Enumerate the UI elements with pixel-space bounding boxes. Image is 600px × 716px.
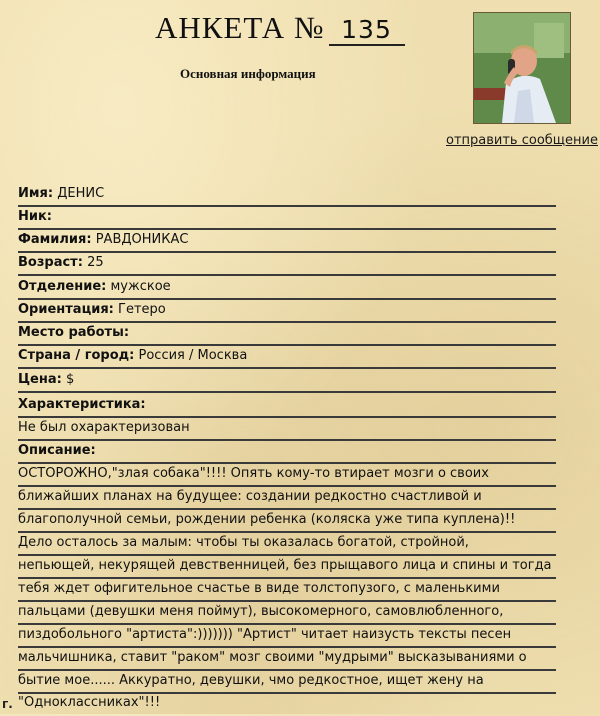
field-age [18,253,556,276]
field-label: Место работы: [18,325,130,340]
field-label: Страна / город: [18,348,135,363]
profile-photo[interactable] [473,12,571,124]
field-value: мужское [110,279,171,294]
field-label: Цена: [18,372,62,387]
description-line: ближайших планах на будущее: создании редкостно счастливой и [18,487,556,510]
field-country-city [18,346,556,369]
field-department [18,277,556,300]
characteristic-value [18,418,556,441]
description-line: Дело осталось за малым: чтобы ты оказалась богатой, стройной, [18,533,556,556]
page-title-text: АНКЕТА № [155,10,325,45]
field-surname [18,230,556,253]
description-line: пиздобольного "артиста":))))))) "Артист" читает наизусть тексты песен [18,625,556,648]
field-label: Характеристика: [18,397,146,412]
field-label: Отделение: [18,279,107,294]
field-price [18,370,556,393]
field-label: Имя: [18,186,54,201]
field-label: Ник: [18,209,53,224]
field-value: ДЕНИС [57,186,105,201]
field-value: РАВДОНИКАС [95,232,189,247]
field-orientation [18,300,556,323]
section-subtitle: Основная информация [180,66,316,81]
description-label-row [18,441,556,464]
description-line: "Одноклассниках"!!! [18,695,161,710]
description-line: благополучной семьи, рождении ребенка (коляска уже типа куплена)!! [18,510,556,533]
characteristic-text: Не был охарактеризован [18,420,190,435]
description-line: ОСТОРОЖНО,"злая собака"!!!! Опять кому-то втирает мозги о своих [18,464,556,487]
field-workplace [18,323,556,346]
description-label: Описание: [18,443,96,458]
field-value: Гетеро [118,302,166,317]
profile-number: 135 [329,16,405,46]
field-label: Возраст: [18,255,83,270]
field-label: Ориентация: [18,302,114,317]
field-nick [18,207,556,230]
description-line: непьющей, некурящей девственницей, без прыщавого лица и спины и тогда [18,556,556,579]
description-line: пальцами (девушки меня поймут), высокомерного, самовлюбленного, [18,602,556,625]
field-characteristic [18,395,556,418]
description-line: тебя ждет офигительное счастье в виде толстопузого, с маленькими [18,579,556,602]
description-line: бытие мое...... Аккуратно, девушки, чмо редкостное, ищет жену на [18,671,556,694]
field-value: Россия / Москва [138,348,248,363]
field-label: Фамилия: [18,232,92,247]
corner-mark: г. [2,697,13,711]
field-name [18,184,556,207]
page-title [155,10,405,46]
field-value: $ [65,372,75,387]
send-message-link[interactable]: отправить сообщение [446,133,598,148]
description-line: мальчишника, ставит "раком" мозг своими "мудрыми" высказываниями о [18,648,556,671]
field-value: 25 [87,255,104,270]
